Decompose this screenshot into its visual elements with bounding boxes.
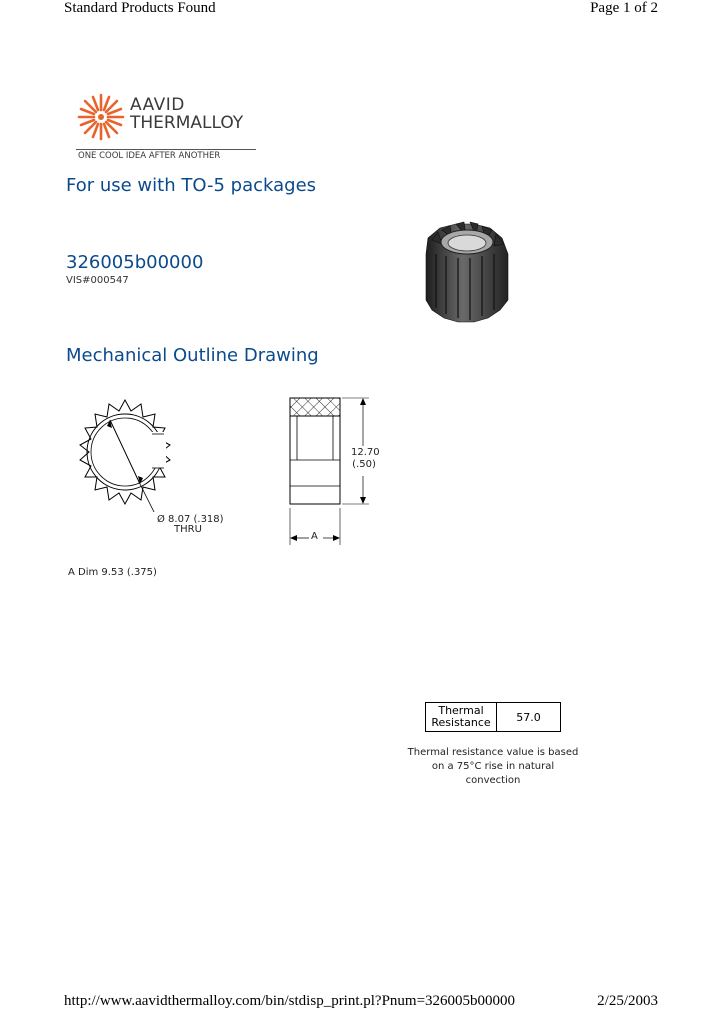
header-title: Standard Products Found [64,0,216,16]
thru-label: THRU [174,524,202,535]
page-indicator: Page 1 of 2 [590,0,658,16]
thermal-note-line3: convection [465,775,521,786]
footer-url[interactable]: http://www.aavidthermalloy.com/bin/stdisp_print.pl?Pnum=326005b00000 [64,993,516,1009]
part-number: 326005b00000 [66,252,204,273]
a-dimension-label: A [311,531,318,542]
thermal-resistance-table [425,702,561,732]
logo-divider [76,149,256,150]
sunburst-logo-icon [76,92,126,142]
a-dim-note: A Dim 9.53 (.375) [68,567,157,578]
thermal-resistance-value: 57.0 [497,703,561,732]
hole-diameter-label: Ø 8.07 (.318) [157,514,224,525]
thermal-note-line2: on a 75°C rise in natural [431,761,555,772]
side-view-drawing [285,390,380,550]
thermal-note [405,746,581,788]
top-view-drawing [60,392,190,512]
drawing-heading: Mechanical Outline Drawing [66,345,319,366]
page-title: For use with TO-5 packages [66,175,317,196]
heatsink-product-photo [412,210,522,325]
footer-date: 2/25/2003 [597,993,658,1009]
height-in-label: (.50) [352,459,376,470]
thermal-note-line1: Thermal resistance value is based [407,747,579,758]
thermal-label-line1: Thermal [438,704,484,717]
logo-line1: AAVID [130,95,185,115]
logo-tagline: ONE COOL IDEA AFTER ANOTHER [78,151,221,161]
thermal-resistance-label [426,703,497,732]
height-mm-label: 12.70 [351,447,380,458]
logo-line2: THERMALLOY [130,113,244,133]
thermal-label-line2: Resistance [431,716,491,729]
aavid-logo [76,92,256,164]
vis-number: VIS#000547 [66,275,129,286]
